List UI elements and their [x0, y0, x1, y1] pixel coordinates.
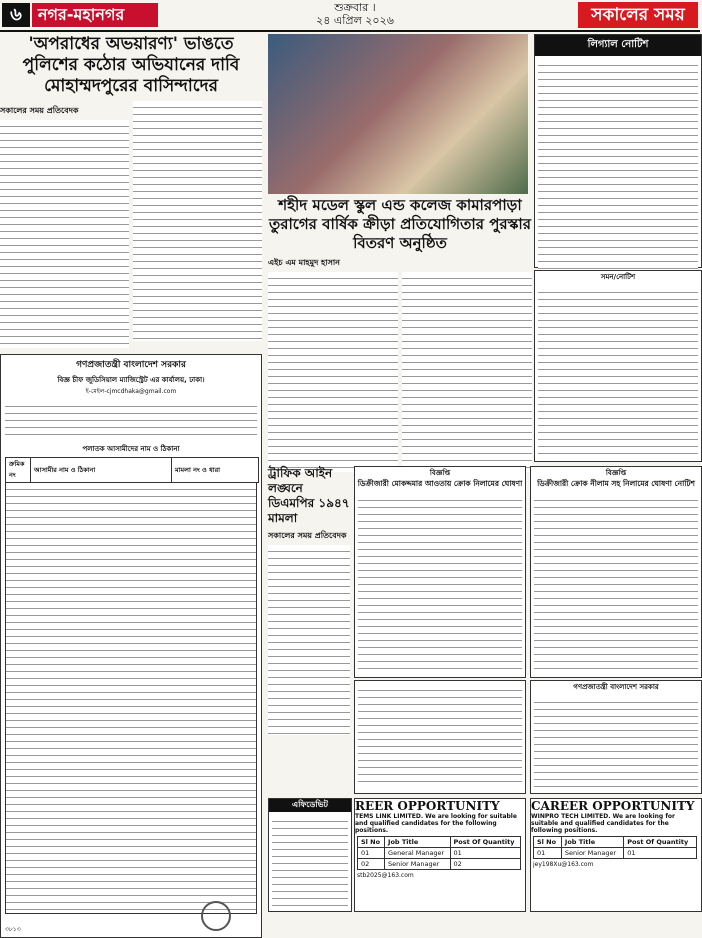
fugitive-col-name: আসামীর নাম ও ঠিকানা: [31, 458, 172, 483]
career-1-h1: Job Title: [385, 837, 451, 848]
career-1-title: REER OPPORTUNITY: [355, 799, 500, 813]
fugitive-table-title: পলাতক আসামীদের নাম ও ঠিকানা: [82, 445, 180, 453]
feature-text-left: [268, 272, 398, 472]
court-notice-2-title: গণপ্রজাতন্ত্রী বাংলাদেশ সরকার: [573, 683, 659, 691]
career-2-intro: WINPRO TECH LIMITED. We are looking for suitable and qualified candidates for the following positions.: [531, 813, 676, 834]
career-1-table: [357, 836, 521, 870]
auction-1-tag: বিজ্ঞপ্তি: [429, 469, 451, 477]
career-1-r0c0: 01: [358, 848, 385, 859]
lead-headline: 'অপরাধের অভয়ারণ্য' ভাঙতে পুলিশের কঠোর অভিযানের দাবি মোহাম্মদপুরের বাসিন্দাদের: [22, 34, 240, 96]
traffic-headline: ট্রাফিক আইন লঙ্ঘনে ডিএমপির ১৯৪৭ মামলা: [268, 466, 350, 525]
auction-2-tag: বিজ্ঞপ্তি: [605, 469, 627, 477]
fugitive-col-case: মামলা নং ও ধারা: [172, 458, 259, 483]
career-ad-1: [354, 798, 526, 912]
career-1-r1c2: 02: [450, 859, 520, 870]
auction-3-text: [358, 684, 522, 788]
affidavit: [268, 798, 352, 912]
legal-notice: [534, 34, 702, 268]
lead-byline: সকালের সময় প্রতিবেদক: [0, 106, 79, 115]
summons-notice: [534, 270, 702, 462]
masthead: [0, 0, 700, 32]
feature-byline: এইচ এম মাহমুদ হাসান: [268, 258, 340, 267]
summons-title: সমন/নোটিশ: [600, 273, 636, 281]
career-2-h2: Post Of Quantity: [624, 837, 697, 848]
lead-body: [0, 101, 262, 348]
auction-notice-2: [530, 466, 702, 678]
auction-2-title: ডিক্রীজারী ক্রোক নীলাম সহ নিলামের ঘোষণা নোটিশ: [537, 479, 695, 488]
career-2-h0: Sl No: [534, 837, 562, 848]
fugitive-col-sl: ক্রমিক নং: [6, 458, 31, 483]
section-title: নগর-মহানগর: [32, 3, 158, 27]
date-label: ২৪ এপ্রিল ২০২৬: [316, 14, 394, 27]
career-1-email: stb2025@163.com: [357, 872, 414, 879]
court-notice-2-text: [534, 696, 698, 792]
court-notice-intro: [5, 400, 257, 440]
feature-headline: শহীদ মডেল স্কুল এন্ড কলেজ কামারপাড়া তুরাগের বার্ষিক ক্রীড়া প্রতিযোগিতার পুরস্কার বিতরণ অনুষ্ঠিত: [268, 196, 532, 252]
affidavit-text: [272, 815, 348, 911]
traffic-byline: সকালের সময় প্রতিবেদক: [268, 531, 347, 540]
prize-ceremony-photo: [268, 34, 528, 194]
summons-text: [538, 286, 698, 458]
career-1-h2: Post Of Quantity: [450, 837, 520, 848]
notice-code: ৩৮১৩: [5, 926, 21, 933]
right-columns: [268, 34, 700, 910]
court-notice: [0, 354, 262, 938]
auction-1-text: [358, 494, 522, 674]
auction-notice-1: [354, 466, 526, 678]
career-1-intro: TEMS LINK LIMITED. We are looking for suitable and qualified candidates for the following positions.: [355, 813, 517, 834]
career-2-r0c2: 01: [624, 848, 697, 859]
official-seal: [201, 901, 231, 931]
date-block: [270, 1, 440, 27]
career-2-email: jey198Xu@163.com: [533, 861, 594, 868]
left-column: [0, 34, 262, 933]
career-2-r0c0: 01: [534, 848, 562, 859]
auction-2-text: [534, 494, 698, 674]
traffic-text: [268, 545, 350, 735]
legal-notice-text: [538, 59, 698, 271]
career-2-h1: Job Title: [561, 837, 623, 848]
career-2-title: CAREER OPPORTUNITY: [531, 799, 695, 813]
court-notice-2: [530, 680, 702, 794]
feature-text-right: [402, 272, 532, 472]
auction-1-title: ডিক্রীজারী মোকদ্দমার আওতায় ক্রোক নিলামের ঘোষণা: [357, 479, 523, 488]
affidavit-title: এফিডেভিট: [269, 799, 351, 812]
career-1-r1c0: 02: [358, 859, 385, 870]
fugitive-rows: [5, 483, 257, 914]
lead-text-left: [0, 120, 129, 348]
career-1-r0c2: 01: [450, 848, 520, 859]
brand-logo: সকালের সময়: [578, 2, 698, 28]
court-notice-email: ই-মেইল-cjmcdhaka@gmail.com: [85, 388, 177, 395]
day-label: শুক্রবার ।: [334, 1, 376, 14]
career-1-r0c1: General Manager: [385, 848, 451, 859]
page-number: ৬: [2, 3, 30, 27]
court-notice-title-1: গণপ্রজাতন্ত্রী বাংলাদেশ সরকার: [76, 360, 186, 370]
legal-notice-title: লিগ্যাল নোটিশ: [535, 35, 701, 56]
lead-text-right: [133, 101, 262, 341]
auction-notice-3: [354, 680, 526, 794]
career-1-r1c1: Senior Manager: [385, 859, 451, 870]
fugitive-table: [5, 457, 259, 483]
career-1-h0: Sl No: [358, 837, 385, 848]
career-2-r0c1: Senior Manager: [561, 848, 623, 859]
traffic-story: [268, 466, 350, 735]
career-ad-2: [530, 798, 702, 912]
court-notice-title-2: বিজ্ঞ চীফ জুডিসিয়াল ম্যাজিস্ট্রেট এর কার্যালয়, ঢাকা।: [57, 376, 205, 384]
feature-story: [268, 196, 532, 472]
career-2-table: [533, 836, 697, 859]
